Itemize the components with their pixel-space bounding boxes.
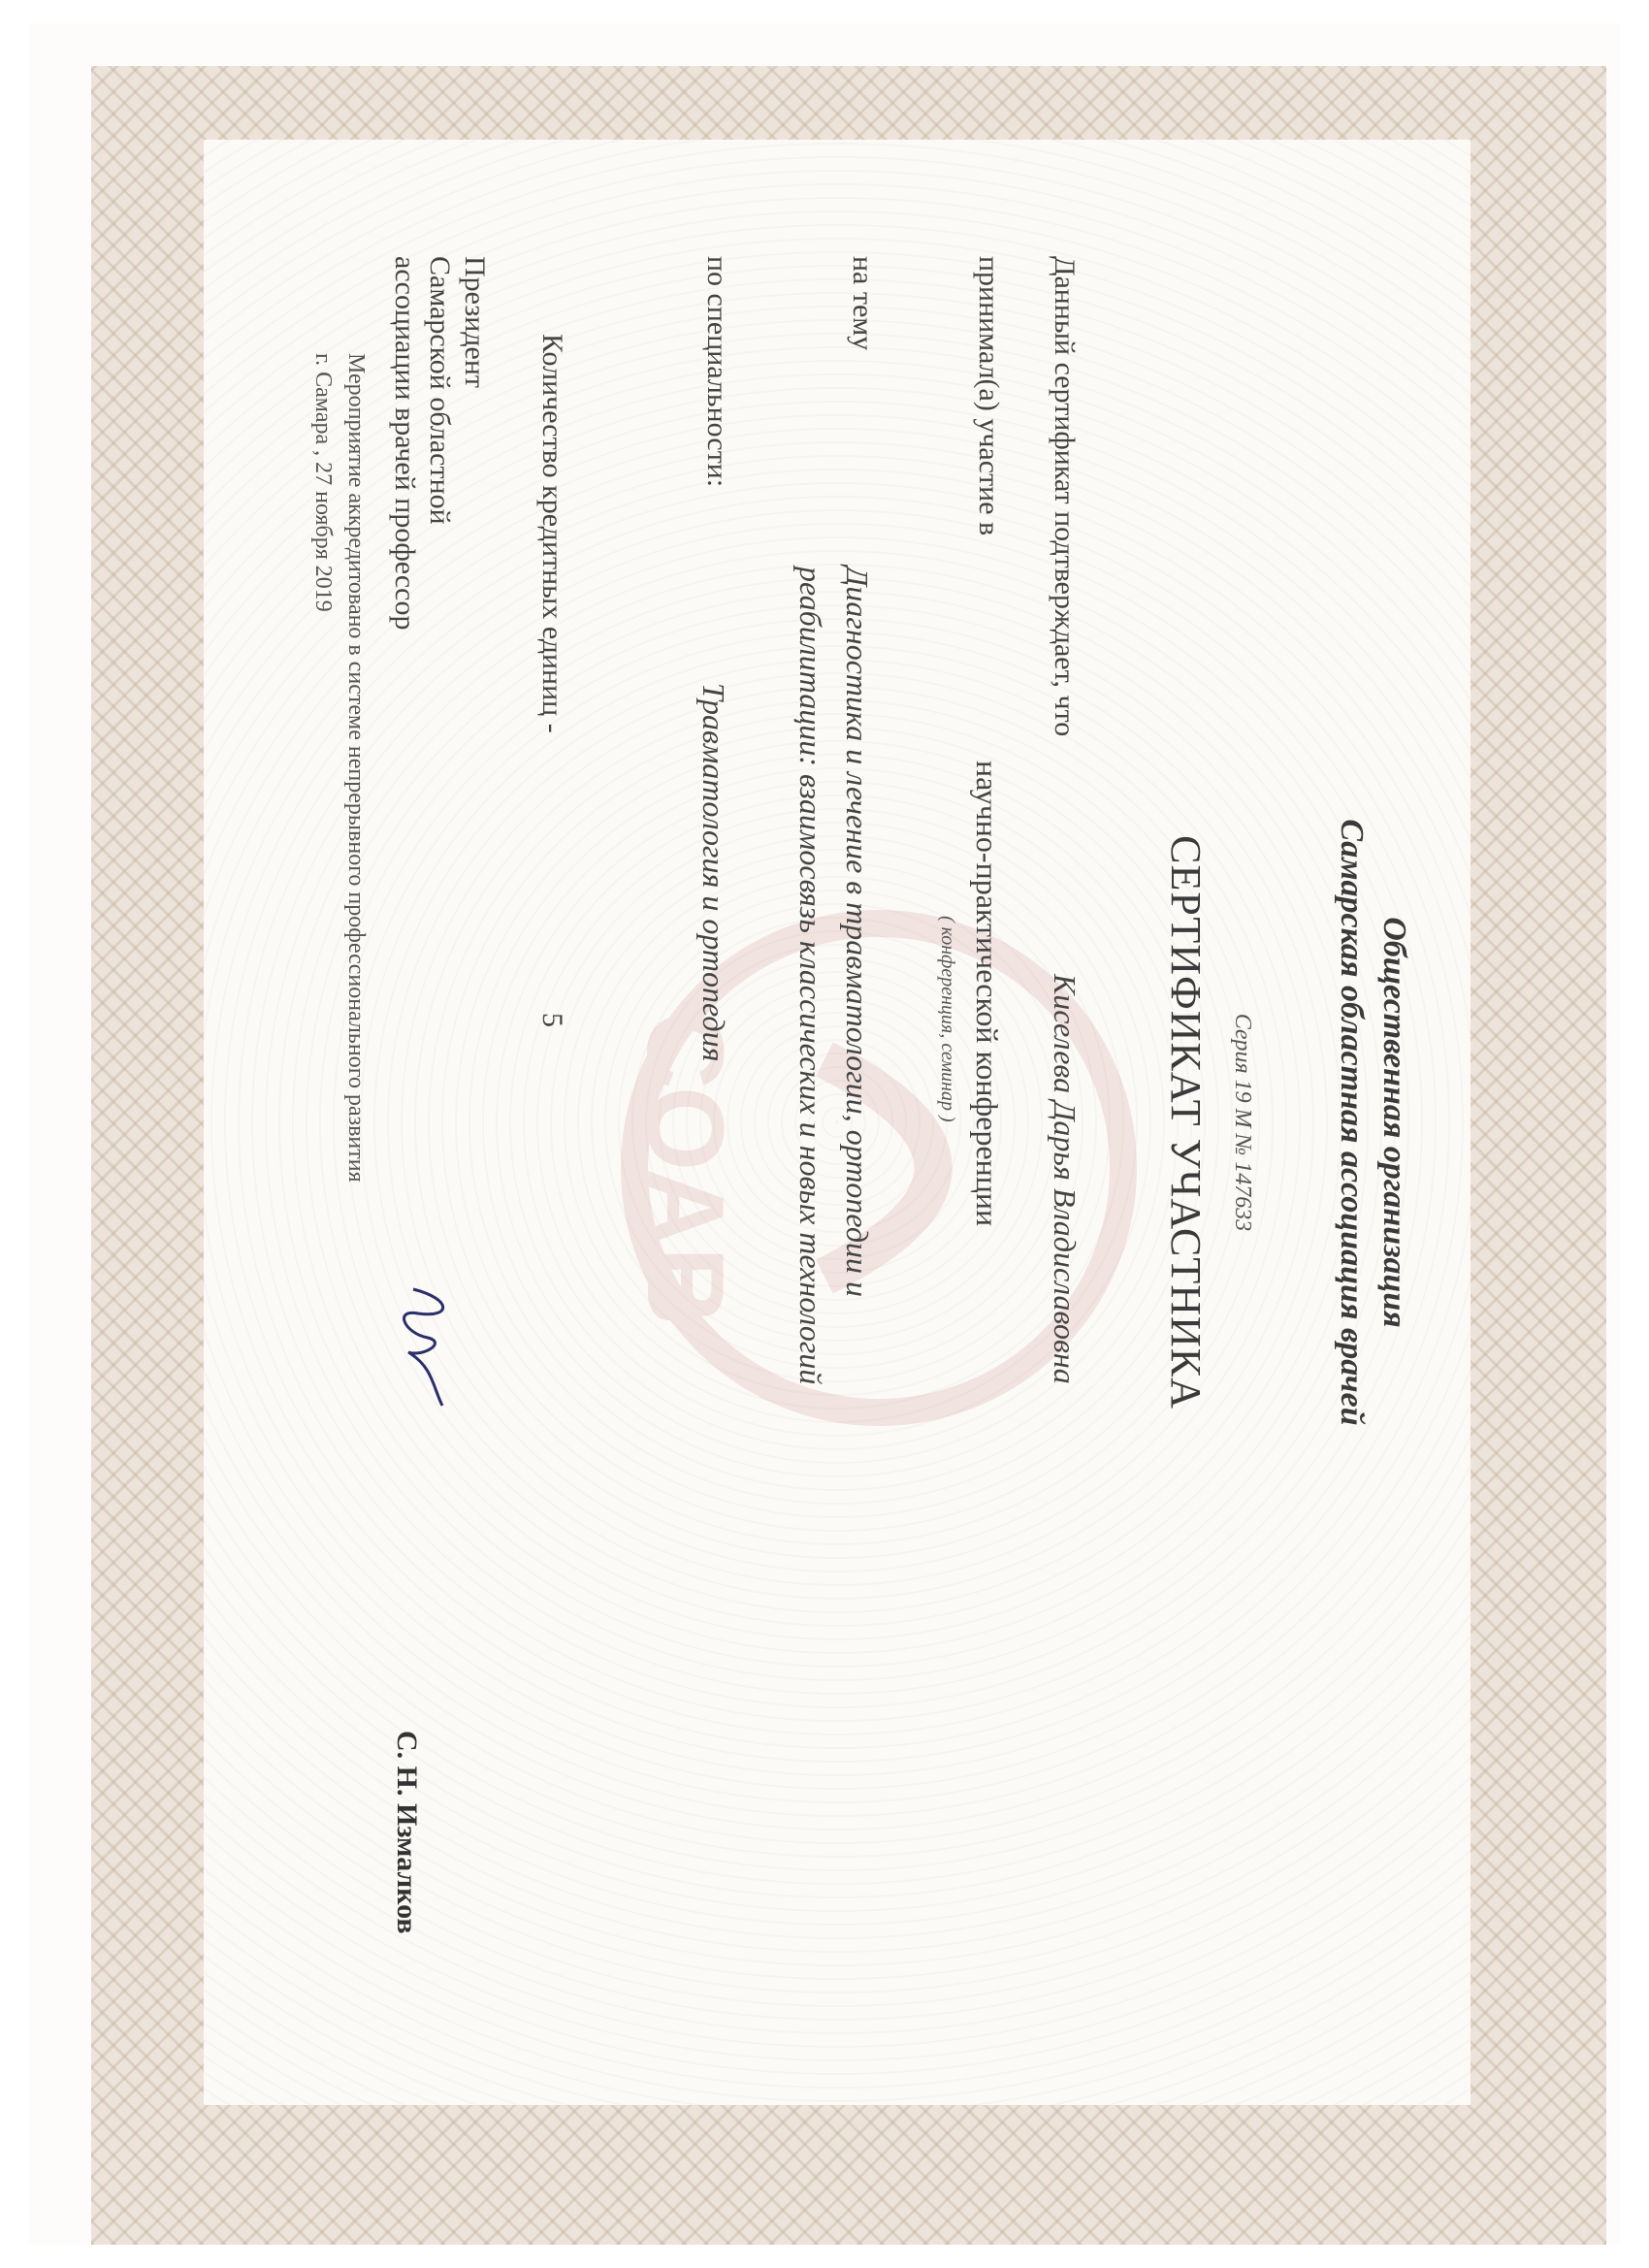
participant-name: Киселева Дарья Владиславовна	[1048, 974, 1083, 1384]
signer-title-1: Президент	[459, 256, 491, 388]
participated-label: принимал(а) участие в	[973, 256, 1005, 536]
signer-name: С. Н. Измалков	[391, 1731, 423, 1934]
topic-line-2: реабилитации: взаимосвязь классических и новых технологий	[793, 567, 828, 1385]
place-date: г. Самара , 27 ноября 2019	[310, 353, 336, 612]
credits-label: Количество кредитных единиц -	[536, 334, 568, 733]
event-type-hint: ( конференция, семинар )	[937, 916, 958, 1122]
event-type: научно-практической конференции	[970, 761, 1005, 1227]
specialty-label: по специальности:	[701, 256, 733, 488]
specialty-value: Травматология и ортопедия	[696, 683, 731, 1062]
signer-title-2: Самарской областной	[424, 256, 456, 525]
accreditation-note: Мероприятие аккредитовано в системе непрерывного профессионального развития	[343, 353, 369, 1183]
topic-label: на тему	[847, 256, 879, 351]
certificate-body	[204, 140, 1471, 2105]
signer-title-3: ассоциации врачей профессор	[389, 256, 421, 631]
certificate-title: СЕРТИФИКАТ УЧАСТНИКА	[1162, 835, 1210, 1409]
credits-value: 5	[536, 1013, 568, 1027]
organization-line-1: Общественная организация	[1376, 917, 1412, 1328]
topic-line-1: Диагностика и лечение в травматологии, ортопедии и	[840, 567, 875, 1298]
certificate-rotated-content	[204, 140, 1471, 2105]
organization-line-2: Самарская областная ассоциация врачей	[1334, 819, 1370, 1426]
certificate-series: Серия 19 М № 147633	[1230, 1013, 1255, 1232]
handwritten-signature	[384, 1280, 462, 1415]
confirm-label: Данный сертификат подтверждает, что	[1049, 256, 1081, 737]
svg-text:СОАВ: СОАВ	[625, 1010, 746, 1326]
